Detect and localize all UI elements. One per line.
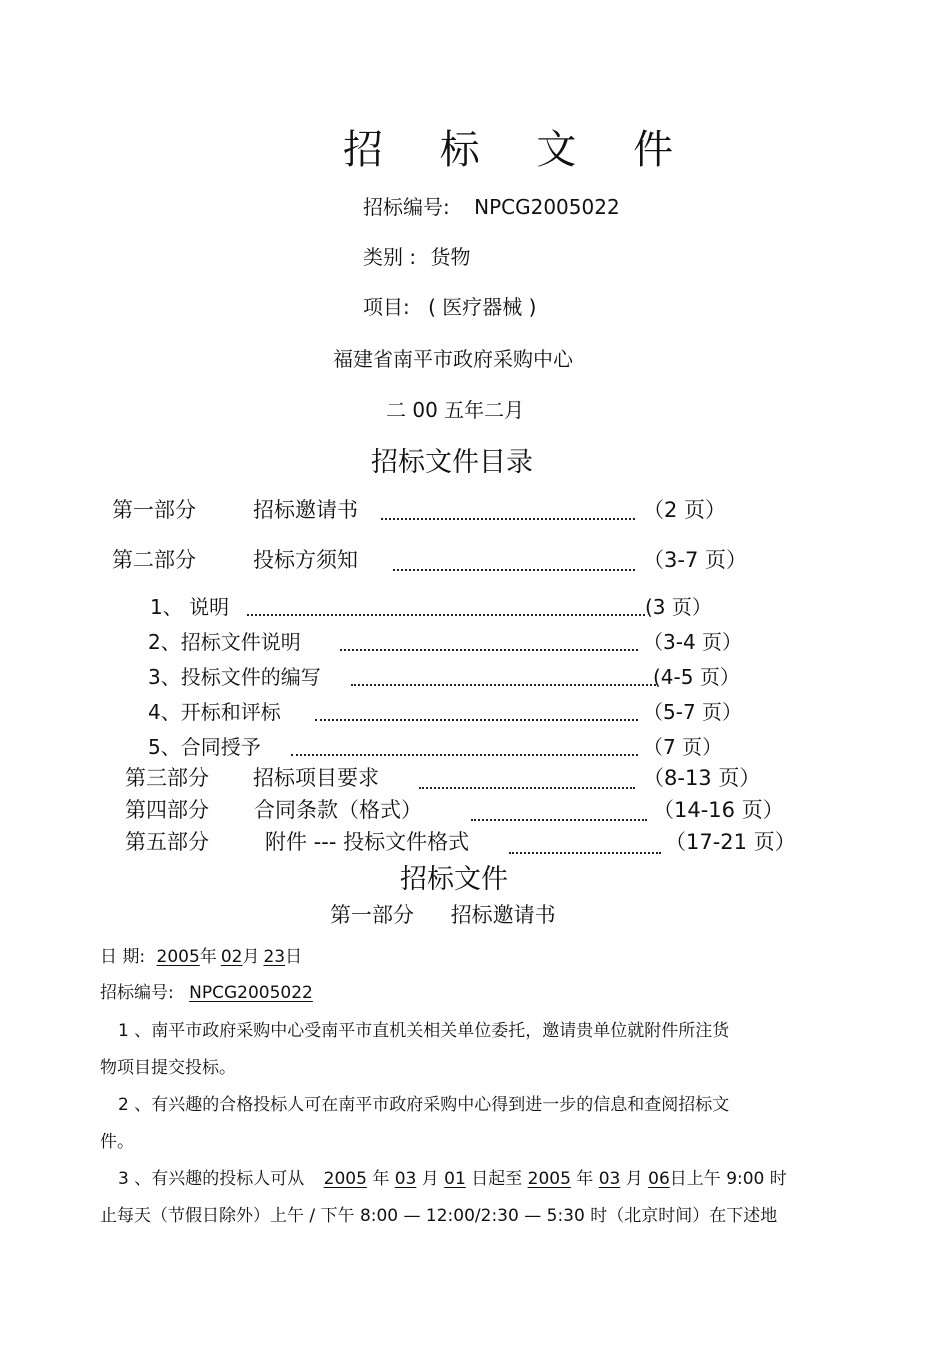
toc-leader-dots	[471, 819, 647, 821]
paragraph-3-line-2: 止每天（节假日除外）上午 / 下午 8:00 — 12:00/2:30 — 5:30 时（北京时间）在下述地	[100, 1206, 778, 1226]
section-subtitle	[330, 899, 556, 929]
paragraph-2-line-1: 2 、有兴趣的合格投标人可在南平市政府采购中心得到进一步的信息和查阅招标文	[118, 1095, 730, 1115]
bid-number-row	[363, 191, 620, 220]
bid-number-label: 招标编号:	[363, 195, 450, 219]
paragraph-1-line-1: 1 、南平市政府采购中心受南平市直机关相关单位委托，邀请贵单位就附件所注货	[118, 1021, 730, 1041]
toc-part-name: 招标邀请书	[253, 498, 358, 522]
toc-page-ref: （3-7 页）	[643, 548, 747, 572]
toc-title: 招标文件目录	[371, 447, 533, 478]
toc-subitem-4[interactable]: 4、开标和评标	[148, 700, 281, 724]
toc-page-ref: （3-4 页）	[643, 630, 743, 654]
toc-leader-dots	[393, 569, 635, 571]
document-date: 二 00 五年二月	[386, 398, 525, 422]
toc-part-label: 第五部分	[125, 830, 209, 854]
date-month-suffix: 月	[242, 947, 260, 967]
toc-part-3[interactable]	[125, 762, 379, 792]
agency-name: 福建省南平市政府采购中心	[333, 347, 573, 371]
paragraph-2-line-2: 件。	[100, 1132, 134, 1152]
p3-start-day: 01	[444, 1169, 466, 1189]
toc-leader-dots	[351, 684, 656, 686]
p3-text: 年	[372, 1169, 390, 1189]
toc-part-1[interactable]	[112, 494, 358, 524]
toc-part-label: 第三部分	[125, 766, 209, 790]
toc-part-name: 投标方须知	[253, 548, 358, 572]
toc-subitem-3[interactable]: 3、投标文件的编写	[148, 665, 321, 689]
toc-part-name: 招标项目要求	[253, 766, 379, 790]
toc-leader-dots	[291, 754, 638, 756]
invitation-bid-number	[100, 978, 313, 1003]
p3-prefix: 3 、有兴趣的投标人可从	[118, 1169, 305, 1189]
category-label: 类别 :	[363, 245, 417, 269]
project-label: 项目:	[363, 295, 410, 319]
toc-part-2[interactable]	[112, 544, 358, 574]
toc-part-label: 第四部分	[125, 798, 209, 822]
toc-part-5[interactable]	[125, 826, 470, 856]
date-year-suffix: 年	[199, 947, 217, 967]
toc-leader-dots	[381, 518, 635, 520]
category-row	[363, 241, 470, 270]
date-month: 02	[220, 947, 243, 967]
p3-text: 日起至	[471, 1169, 523, 1189]
project-value: ( 医疗器械 )	[428, 295, 537, 319]
section-subtitle-name: 招标邀请书	[450, 903, 556, 927]
toc-page-ref: (4-5 页）	[653, 665, 740, 689]
toc-part-label: 第一部分	[112, 498, 196, 522]
bid-label: 招标编号:	[100, 983, 174, 1003]
date-day: 23	[263, 947, 286, 967]
toc-subitem-2[interactable]: 2、招标文件说明	[148, 630, 301, 654]
invitation-date	[100, 942, 302, 967]
toc-page-ref: (3 页）	[645, 595, 712, 619]
date-day-suffix: 日	[285, 947, 303, 967]
paragraph-3-line-1	[118, 1164, 787, 1189]
p3-end-month: 03	[598, 1169, 621, 1189]
toc-page-ref: （7 页）	[643, 735, 723, 759]
toc-leader-dots	[247, 614, 645, 616]
p3-end-year: 2005	[527, 1169, 571, 1189]
paragraph-1-line-2: 物项目提交投标。	[100, 1058, 236, 1078]
toc-page-ref: （8-13 页）	[643, 766, 761, 790]
toc-subitem-5[interactable]: 5、合同授予	[148, 735, 261, 759]
toc-part-4[interactable]	[125, 794, 422, 824]
toc-page-ref: （5-7 页）	[643, 700, 743, 724]
document-title: 招 标 文 件	[343, 127, 696, 173]
p3-text: 年	[576, 1169, 594, 1189]
bid-number-value: NPCG2005022	[474, 195, 620, 219]
bid-value: NPCG2005022	[189, 983, 313, 1003]
toc-page-ref: （14-16 页）	[653, 798, 784, 822]
p3-text: 月	[421, 1169, 439, 1189]
p3-start-year: 2005	[323, 1169, 367, 1189]
p3-text: 日上午 9:00 时	[669, 1169, 787, 1189]
toc-part-name: 合同条款（格式）	[254, 798, 422, 822]
toc-page-ref: （17-21 页）	[665, 830, 796, 854]
date-year: 2005	[156, 947, 200, 967]
toc-subitem-1[interactable]: 1、 说明	[150, 595, 230, 619]
toc-leader-dots	[509, 852, 661, 854]
toc-leader-dots	[315, 719, 638, 721]
p3-end-day: 06	[648, 1169, 670, 1189]
toc-leader-dots	[340, 649, 638, 651]
section-subtitle-part: 第一部分	[330, 903, 414, 927]
p3-start-month: 03	[394, 1169, 417, 1189]
toc-part-label: 第二部分	[112, 548, 196, 572]
p3-text: 月	[625, 1169, 643, 1189]
toc-part-name: 附件 --- 投标文件格式	[265, 830, 470, 854]
toc-page-ref: （2 页）	[643, 498, 727, 522]
date-label: 日 期:	[100, 947, 146, 967]
project-row	[363, 291, 536, 320]
category-value: 货物	[430, 245, 471, 269]
toc-leader-dots	[419, 787, 635, 789]
section-title: 招标文件	[400, 864, 508, 895]
